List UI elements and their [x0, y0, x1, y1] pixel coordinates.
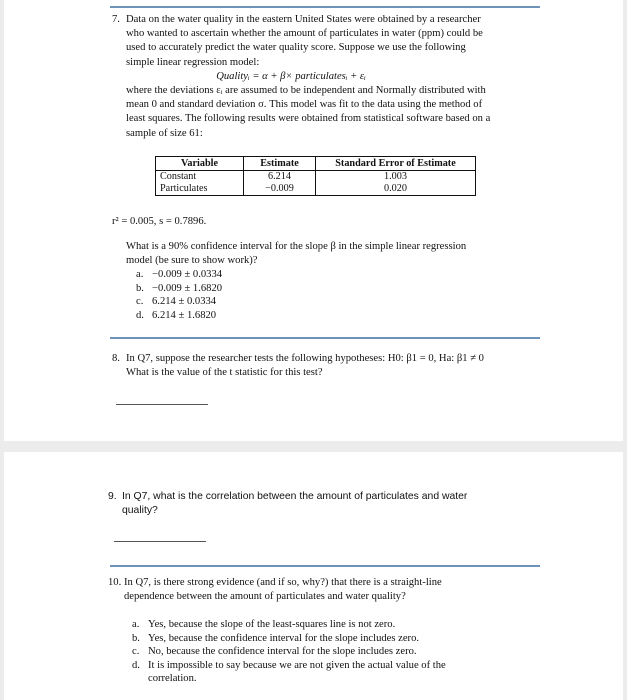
- table-row: [156, 171, 476, 184]
- answer-blank[interactable]: [114, 541, 206, 542]
- model-equation: Qualityᵢ = α + β× particulatesᵢ + εᵢ: [216, 70, 366, 82]
- table-cell: Constant: [156, 171, 244, 184]
- answer-option[interactable]: c. 6.214 ± 0.0334: [136, 296, 217, 308]
- question-number: 10.: [108, 577, 122, 588]
- question-text-line: In Q7, is there strong evidence (and if so, why?) that there is a straight-line: [124, 577, 442, 588]
- question-number: 8.: [112, 353, 120, 364]
- question-text-line: where the deviations εᵢ are assumed to be independent and Normally distributed with: [126, 85, 486, 97]
- question-number: 9.: [108, 491, 117, 502]
- question-text-line: In Q7, suppose the researcher tests the following hypotheses: H0: β1 = 0, Ha: β1 ≠ 0: [126, 353, 484, 364]
- question-text-line: least squares. The following results were obtained from statistical software based on a: [126, 113, 491, 125]
- question-7-prompt: [126, 240, 566, 268]
- question-text-line: What is the value of the t statistic for this test?: [126, 367, 323, 379]
- question-number: 7.: [112, 14, 120, 25]
- answer-options: [132, 618, 512, 686]
- answer-option-continued: correlation.: [148, 673, 197, 685]
- answer-option[interactable]: a. Yes, because the slope of the least-squares line is not zero.: [132, 619, 396, 630]
- question-text-line: sample of size 61:: [126, 127, 203, 139]
- section-divider: [110, 565, 540, 567]
- question-card-1: [4, 0, 623, 441]
- answer-option[interactable]: a. −0.009 ± 0.0334: [136, 269, 223, 280]
- table-header: Standard Error of Estimate: [316, 157, 476, 171]
- question-text-line: simple linear regression model:: [126, 56, 260, 68]
- question-text-line: quality?: [122, 505, 158, 517]
- question-text-line: dependence between the amount of particulates and water quality?: [124, 591, 406, 603]
- answer-option[interactable]: d. 6.214 ± 1.6820: [136, 309, 217, 321]
- table-cell: 0.020: [316, 183, 476, 196]
- table-cell: 6.214: [244, 171, 316, 184]
- regression-table: [155, 156, 476, 196]
- question-text-line: who wanted to ascertain whether the amount of particulates in water (ppm) could be: [126, 28, 483, 40]
- question-text-line: model (be sure to show work)?: [126, 255, 258, 267]
- table-cell: 1.003: [316, 171, 476, 184]
- answer-option[interactable]: b. −0.009 ± 1.6820: [136, 282, 223, 294]
- question-card-2: [4, 452, 623, 700]
- section-divider: [110, 6, 540, 8]
- answer-option[interactable]: b. Yes, because the confidence interval for the slope includes zero.: [132, 632, 420, 644]
- section-divider: [110, 337, 540, 339]
- question-text-line: mean 0 and standard deviation σ. This model was fit to the data using the method of: [126, 99, 483, 111]
- table-cell: Particulates: [156, 183, 244, 196]
- question-text-line: In Q7, what is the correlation between the amount of particulates and water: [122, 491, 468, 502]
- table-header-row: [156, 157, 476, 171]
- table-cell: −0.009: [244, 183, 316, 196]
- answer-option[interactable]: d. It is impossible to say because we are not given the actual value of the: [132, 659, 446, 671]
- r-squared-line: r² = 0.005, s = 0.7896.: [112, 216, 207, 227]
- question-text-line: What is a 90% confidence interval for the slope β in the simple linear regression: [126, 241, 467, 252]
- answer-option[interactable]: c. No, because the confidence interval for the slope includes zero.: [132, 646, 417, 658]
- answer-options: [136, 268, 222, 322]
- table-header: Estimate: [244, 157, 316, 171]
- question-text-line: Data on the water quality in the eastern United States were obtained by a researcher: [126, 14, 481, 25]
- answer-blank[interactable]: [116, 404, 208, 405]
- question-text-line: used to accurately predict the water quality score. Suppose we use the following: [126, 42, 466, 54]
- table-row: [156, 183, 476, 196]
- table-header: Variable: [156, 157, 244, 171]
